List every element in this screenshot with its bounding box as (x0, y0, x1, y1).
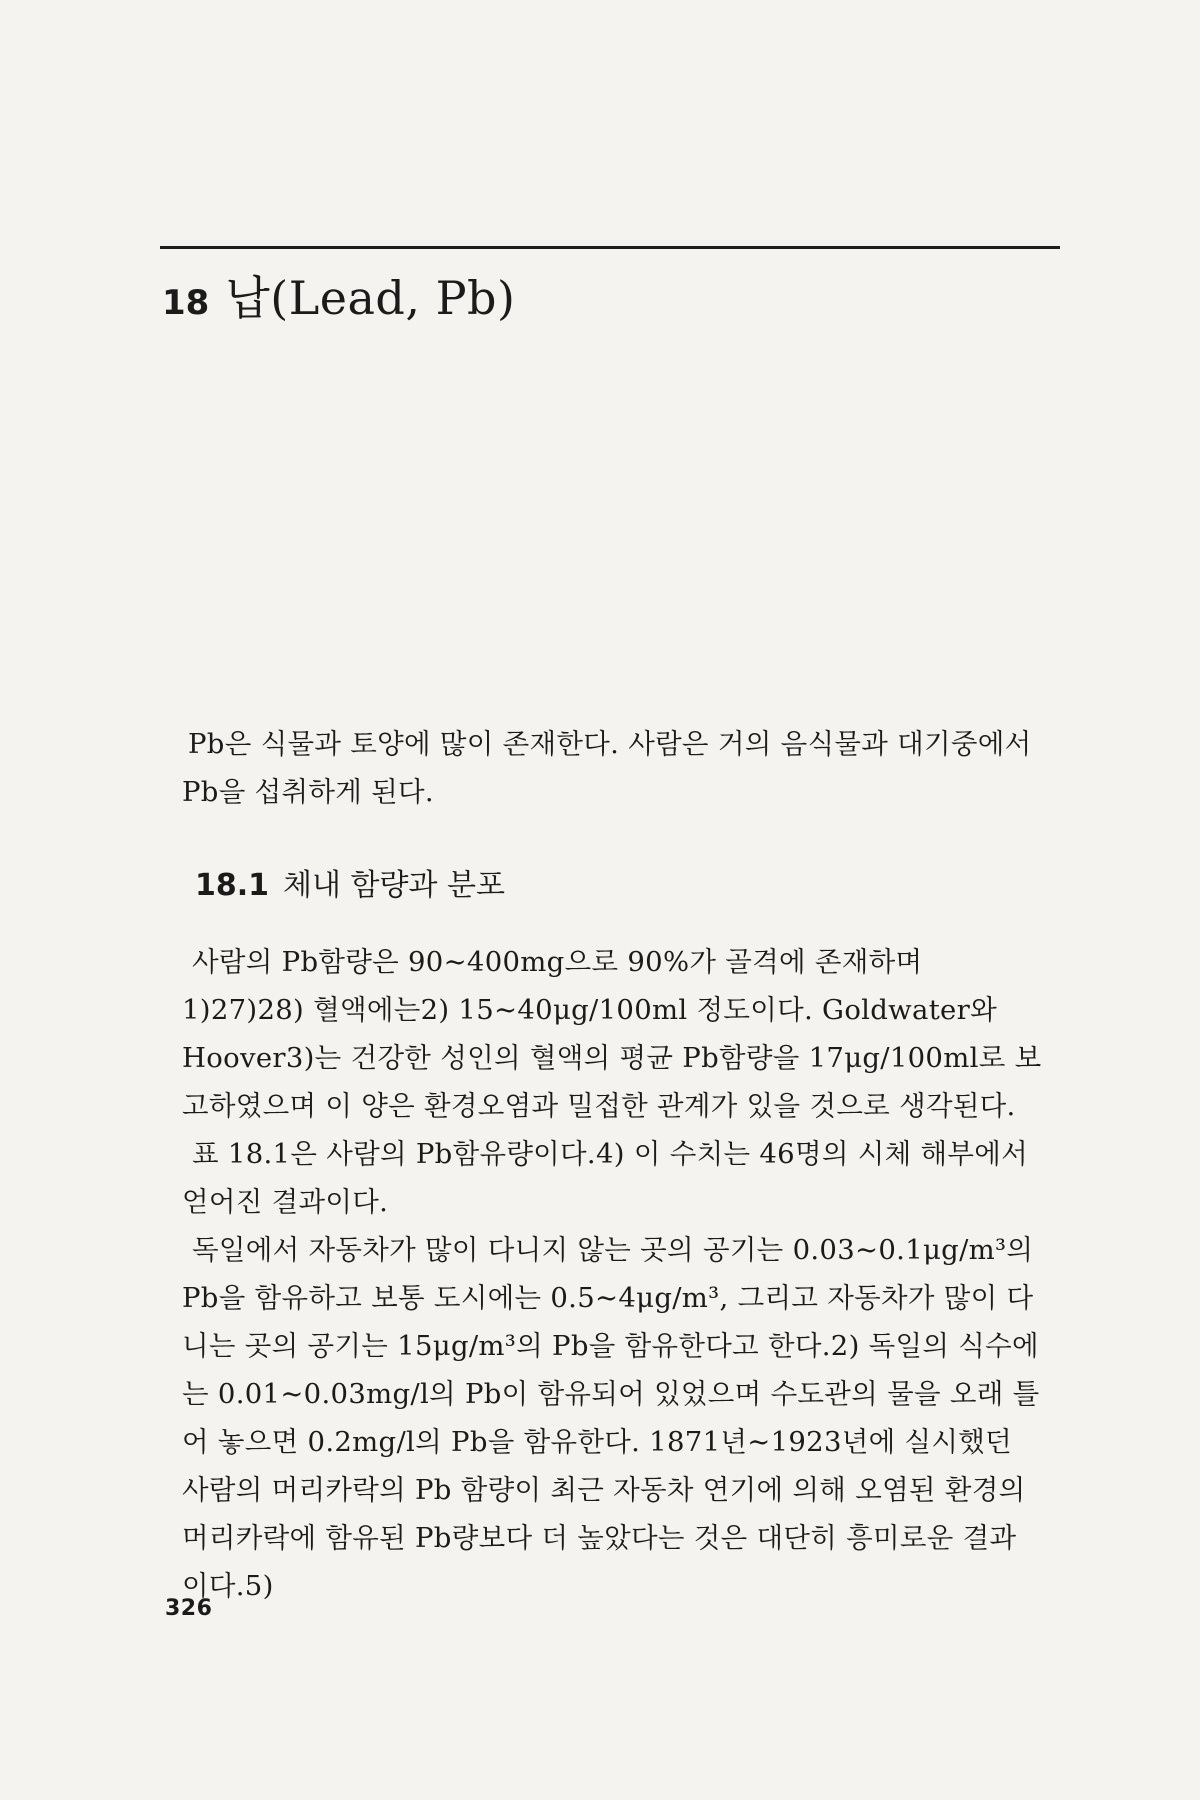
body-paragraph: 독일에서 자동차가 많이 다니지 않는 곳의 공기는 0.03∼0.1μg/m³의 Pb을 함유하고 보통 도시에는 0.5∼4μg/m³, 그리고 자동차가 많이 다니는 곳의 공기는 15μg/m³의 Pb을 함유한다고 한다.2) 독일의 식수에는 0.01∼0.03mg/l의 Pb이 함유되어 있었으며 수도관의 물을 오래 틀어 놓으면 0.2mg/l의 Pb을 함유한다. 1871년∼1923년에 실시했던 사람의 머리카락의 Pb 함량이 최근 자동차 연기에 의해 오염된 환경의 머리카락에 함유된 Pb량보다 더 높았다는 것은 대단히 흥미로운 결과이다.5) (182, 1234, 1040, 1602)
chapter-heading (162, 262, 515, 328)
intro-paragraph: Pb은 식물과 토양에 많이 존재한다. 사람은 거의 음식물과 대기중에서 Pb을 섭취하게 된다. (182, 728, 1032, 808)
chapter-title: 납(Lead, Pb) (225, 271, 516, 325)
body-paragraph: 사람의 Pb함량은 90∼400mg으로 90%가 골격에 존재하며1)27)28) 혈액에는2) 15∼40μg/100ml 정도이다. Goldwater와 Hoover3)는 건강한 성인의 혈액의 평균 Pb함량을 17μg/100ml로 보고하였으며 이 양은 환경오염과 밀접한 관계가 있을 것으로 생각된다. (182, 946, 1042, 1122)
section-heading (195, 860, 505, 904)
page-number: 326 (165, 1596, 213, 1621)
section-title: 체내 함량과 분포 (283, 868, 505, 903)
body-paragraph: 표 18.1은 사람의 Pb함유량이다.4) 이 수치는 46명의 시체 해부에서 얻어진 결과이다. (182, 1138, 1028, 1218)
chapter-rule (160, 246, 1060, 249)
chapter-number: 18 (162, 283, 210, 323)
section-number: 18.1 (195, 868, 270, 903)
section-body (182, 938, 1042, 1610)
